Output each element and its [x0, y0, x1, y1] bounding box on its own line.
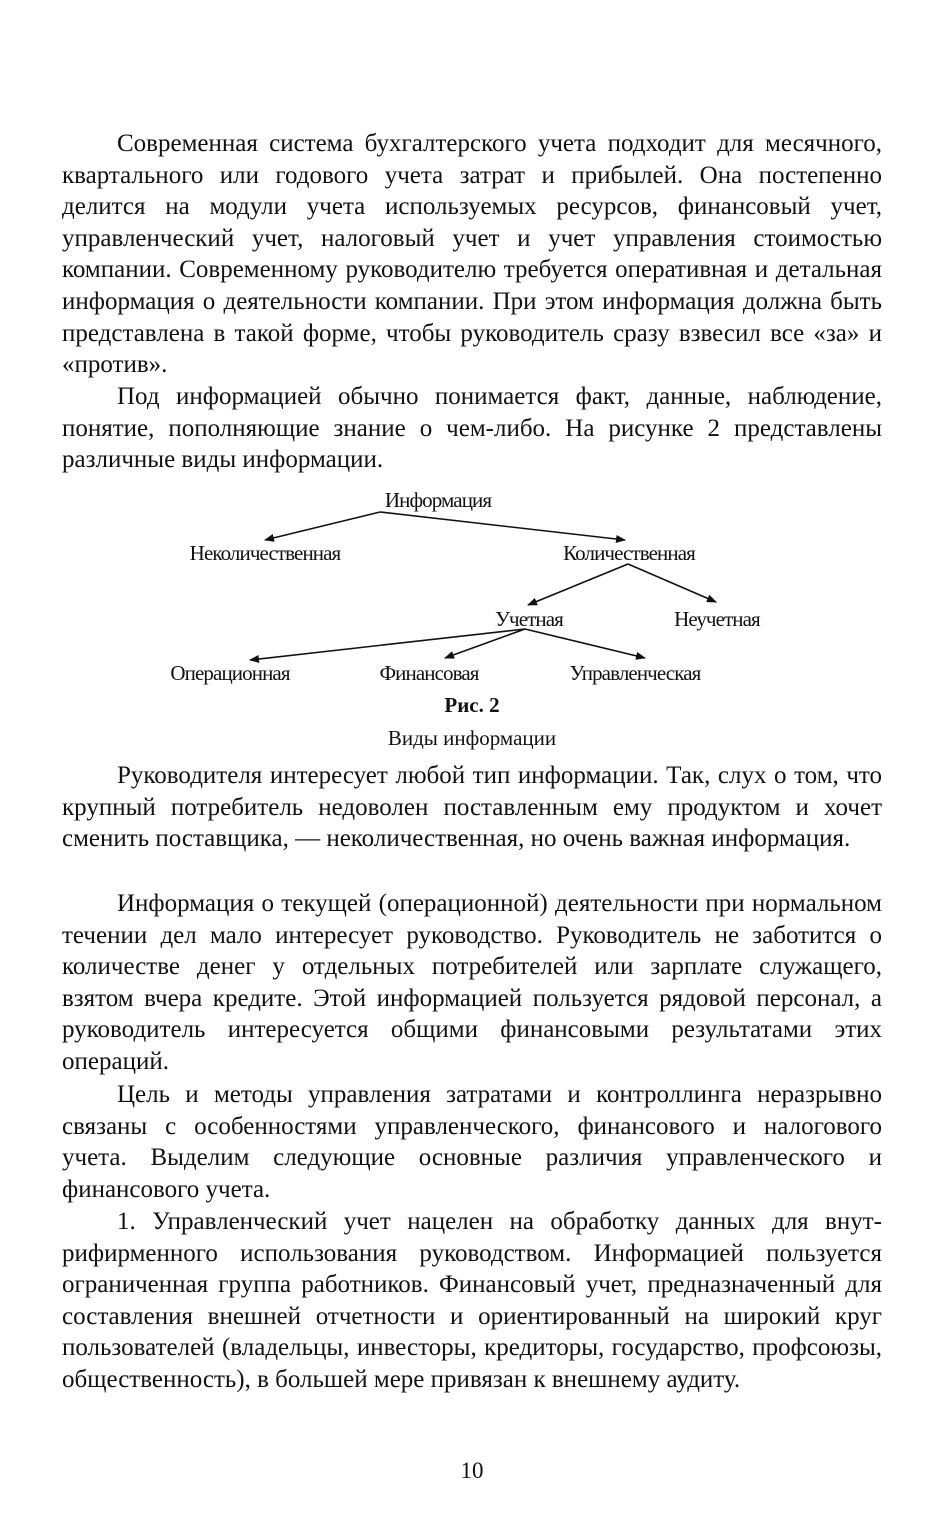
figure-number: Рис. 2 — [444, 693, 500, 717]
paragraph-5: Цель и методы управления затратами и контроллинга неразрывно связаны с особенностями управленческого, финансового и налогового учета. Выделим следующие основные различия управленческого и финансового учета. — [62, 1081, 882, 1203]
paragraph-2: Под информацией обычно понимается факт, данные, наблюдение, понятие, пополняющие знание о чем-либо. На рисунке 2 представлены различные виды информации. — [62, 383, 882, 474]
node-financial: Финансовая — [379, 661, 479, 685]
node-managerial: Управленческая — [569, 661, 701, 685]
edge-root-quant — [380, 512, 625, 540]
paragraph-3: Руководителя интересует любой тип информации. Так, слух о том, что крупный потребитель недоволен поставленным ему продуктом и хочет сменить поставщика, — неколичественная, но очень важная информация. — [62, 762, 882, 853]
paragraph-1: Современная система бухгалтерского учета подходит для месячного, квартального или годового учета затрат и прибылей. Она постепенно делится на модули учета используемых ресурсов, финансовый учет, управленческий учет, налоговый учет и учет управления стоимостью компании. Современному руководителю требуется оперативная и детальная информация о деятельности компании. При этом информация должна быть представлена в такой форме, чтобы руководитель сразу взвесил все «за» и «против». — [62, 130, 882, 379]
node-quantitative: Количественная — [563, 541, 695, 565]
figure-caption: Виды информации — [387, 726, 557, 750]
node-operational: Операционная — [170, 661, 290, 685]
edge-root-nonquant — [265, 512, 380, 540]
paragraph-6: 1. Управленческий учет нацелен на обработку данных для внутрифирменного использования руководством. Информацией пользуется ограниченная группа работников. Финансовый учет, предназначенный для составления внешней отчетности и ориентированный на широкий круг пользователей (владельцы, инвесторы, кредиторы, государство, профсоюзы, общественность), в большей мере привязан к внешнему аудиту. — [62, 1208, 882, 1393]
node-non-accounting: Неучетная — [674, 607, 760, 631]
page-number: 10 — [460, 1458, 484, 1483]
node-non-quantitative: Неколичественная — [189, 541, 341, 565]
edge-quant-nonaccounting — [628, 564, 716, 602]
node-accounting: Учетная — [495, 607, 563, 631]
edge-accounting-managerial — [525, 629, 645, 658]
information-types-diagram — [140, 483, 800, 693]
node-information: Информация — [384, 488, 492, 512]
edge-quant-accounting — [528, 564, 628, 605]
paragraph-4: Информация о текущей (операционной) деятельности при нормальном течении дел мало интересует руководство. Руководитель не заботится о количестве денег у отдельных потребителей или зарплате служащего, взятом вчера кредите. Этой информацией пользуется рядовой персонал, а руководитель интересуется общими финансовыми результатами этих операций. — [62, 890, 882, 1075]
